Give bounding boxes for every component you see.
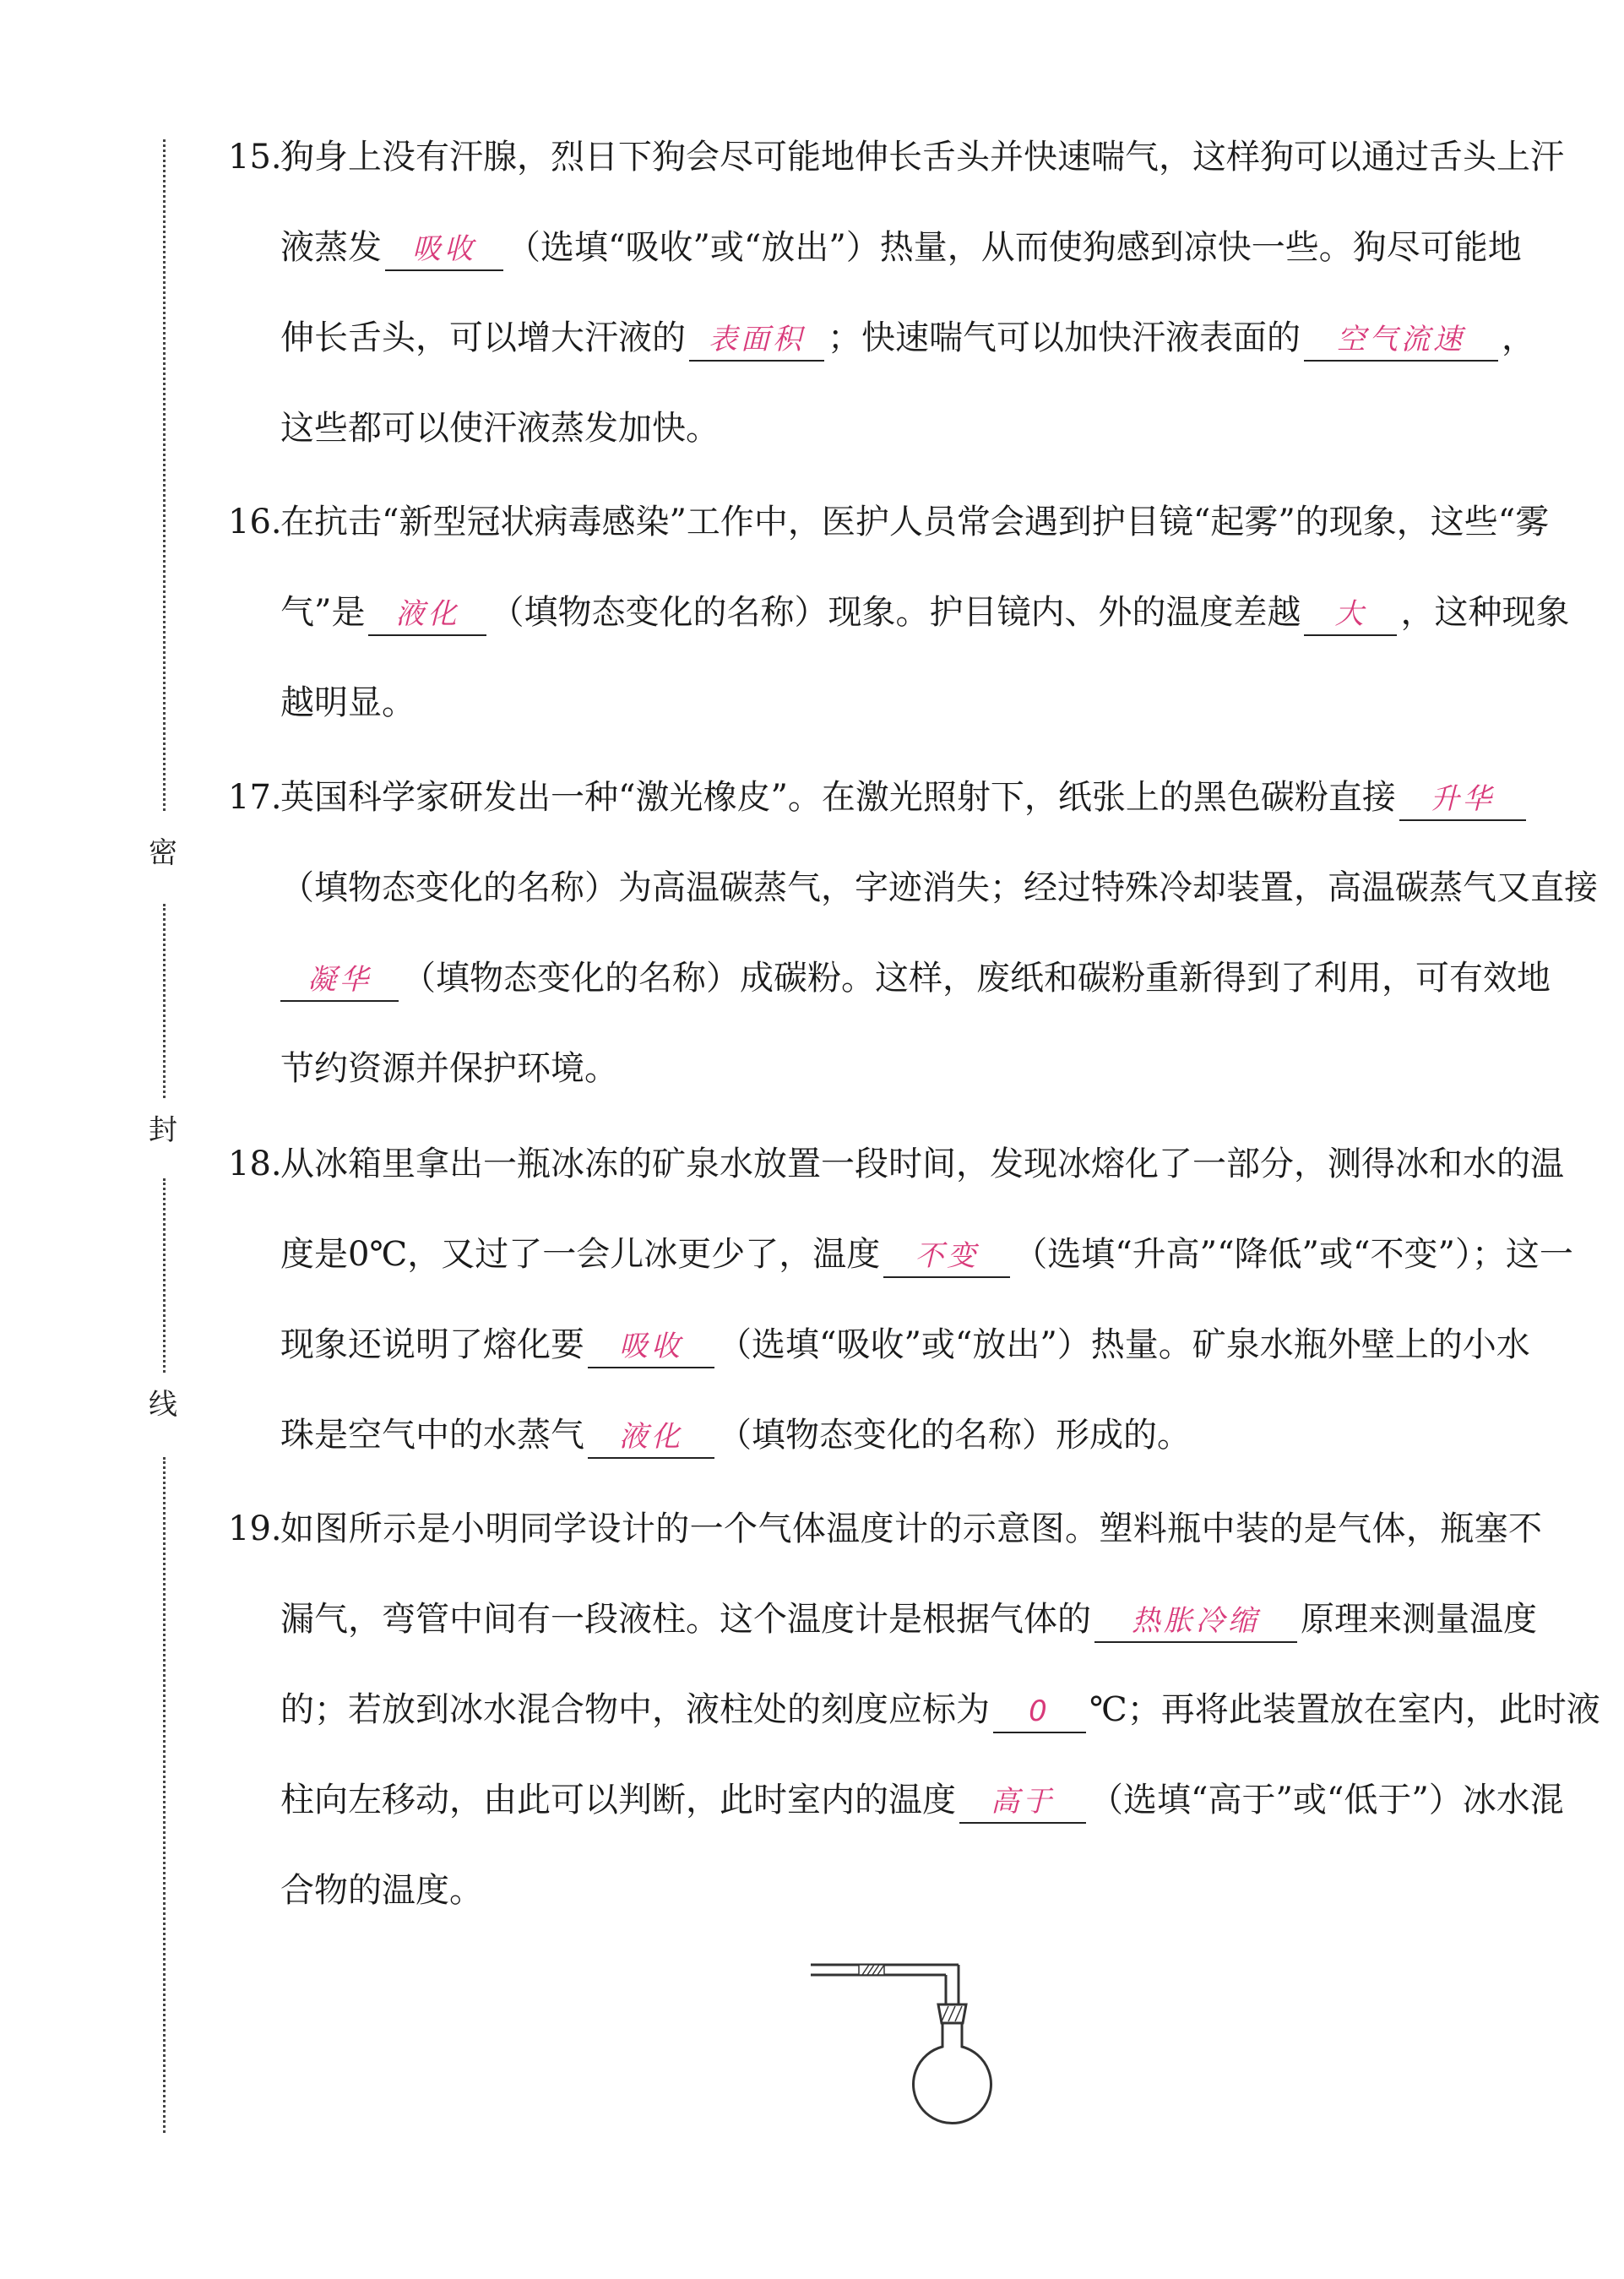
text-segment: （填物态变化的名称）形成的。 — [718, 1416, 1191, 1455]
text-segment: （选填“升高”“降低”或“不变”）；这一 — [1013, 1235, 1573, 1274]
text-segment: ， — [1502, 318, 1535, 357]
margin-char-mi: 密 — [149, 836, 177, 870]
text-segment: ；快速喘气可以加快汗液表面的 — [828, 318, 1301, 357]
text-segment: 现象还说明了熔化要 — [280, 1325, 584, 1364]
question-number: 17. — [228, 778, 282, 817]
text-segment: 原理来测量温度 — [1301, 1600, 1537, 1639]
answer-blank: 液化 — [368, 597, 486, 636]
text-segment: （填物态变化的名称）成碳粉。这样，废纸和碳粉重新得到了利用，可有效地 — [402, 959, 1551, 998]
question-text-line: 节约资源并保护环境。 — [280, 1049, 618, 1088]
text-segment: （选填“高于”或“低于”）冰水混 — [1089, 1781, 1564, 1819]
text-segment: （选填“吸收”或“放出”）热量。矿泉水瓶外壁上的小水 — [718, 1325, 1530, 1364]
answer-blank: 液化 — [588, 1420, 714, 1459]
answer-blank: 升华 — [1399, 782, 1526, 821]
text-segment: （选填“吸收”或“放出”）热量，从而使狗感到凉快一些。狗尽可能地 — [507, 228, 1522, 267]
question-text-line: 这些都可以使汗液蒸发加快。 — [280, 409, 720, 448]
text-segment: 珠是空气中的水蒸气 — [280, 1416, 584, 1455]
answer-blank: 吸收 — [588, 1330, 714, 1368]
answer-blank: 热胀冷缩 — [1094, 1604, 1297, 1643]
question-number: 19. — [228, 1509, 282, 1548]
text-segment: 伸长舌头，可以增大汗液的 — [280, 318, 686, 357]
answer-blank: 空气流速 — [1304, 323, 1498, 362]
margin-char-feng: 封 — [149, 1113, 177, 1147]
answer-blank: 0 — [993, 1694, 1086, 1733]
question-text-line — [280, 955, 1551, 1002]
question-text-line — [280, 589, 1569, 636]
question-text-line: 如图所示是小明同学设计的一个气体温度计的示意图。塑料瓶中装的是气体，瓶塞不 — [280, 1509, 1542, 1548]
text-segment: （填物态变化的名称）现象。护目镜内、外的温度差越 — [490, 593, 1301, 632]
margin-char-xian: 线 — [149, 1388, 177, 1422]
question-text-line: 合物的温度。 — [280, 1871, 483, 1910]
text-segment: 英国科学家研发出一种“激光橡皮”。在激光照射下，纸张上的黑色碳粉直接 — [280, 778, 1396, 817]
question-text-line — [280, 1411, 1191, 1459]
answer-blank: 不变 — [883, 1239, 1010, 1278]
margin-dotted-line-top — [163, 139, 166, 811]
margin-dotted-line-mid1 — [163, 904, 166, 1098]
text-segment: 的；若放到冰水混合物中，液柱处的刻度应标为 — [280, 1690, 990, 1729]
question-text-line — [280, 1686, 1600, 1733]
question-text-line: （填物态变化的名称）为高温碳蒸气，字迹消失；经过特殊冷却装置，高温碳蒸气又直接 — [280, 868, 1598, 907]
answer-blank: 大 — [1304, 597, 1397, 636]
question-number: 15. — [228, 138, 282, 177]
answer-blank: 高于 — [959, 1785, 1086, 1824]
question-text-line: 从冰箱里拿出一瓶冰冻的矿泉水放置一段时间，发现冰熔化了一部分，测得冰和水的温 — [280, 1145, 1564, 1183]
text-segment: 柱向左移动，由此可以判断，此时室内的温度 — [280, 1781, 956, 1819]
question-text-line — [280, 1596, 1537, 1643]
question-text-line — [280, 1231, 1573, 1278]
answer-blank: 表面积 — [689, 323, 824, 362]
margin-dotted-line-mid2 — [163, 1178, 166, 1373]
text-segment: ℃；再将此装置放在室内，此时液 — [1089, 1690, 1600, 1729]
answer-blank: 吸收 — [385, 232, 503, 271]
text-segment: ，这种现象 — [1400, 593, 1570, 632]
text-segment: 度是0℃，又过了一会儿冰更少了，温度 — [280, 1235, 881, 1274]
question-text-line: 越明显。 — [280, 683, 416, 722]
question-text-line — [280, 1321, 1530, 1368]
answer-blank: 凝华 — [280, 963, 399, 1002]
question-number: 18. — [228, 1145, 282, 1183]
margin-dotted-line-bottom — [163, 1457, 166, 2133]
gas-thermometer-diagram — [807, 1955, 1001, 2158]
liquid-column — [859, 1965, 884, 1975]
text-segment: 液蒸发 — [280, 228, 382, 267]
question-text-line — [280, 224, 1522, 271]
flask-bottle — [914, 2023, 991, 2124]
question-text-line — [280, 314, 1535, 362]
question-text-line — [280, 1776, 1564, 1824]
question-text-line: 狗身上没有汗腺，烈日下狗会尽可能地伸长舌头并快速喘气，这样狗可以通过舌头上汗 — [280, 138, 1564, 177]
text-segment: 漏气，弯管中间有一段液柱。这个温度计是根据气体的 — [280, 1600, 1091, 1639]
question-number: 16. — [228, 503, 282, 541]
question-text-line: 在抗击“新型冠状病毒感染”工作中，医护人员常会遇到护目镜“起雾”的现象，这些“雾 — [280, 503, 1550, 541]
text-segment: 气”是 — [280, 593, 366, 632]
question-text-line — [280, 774, 1529, 821]
